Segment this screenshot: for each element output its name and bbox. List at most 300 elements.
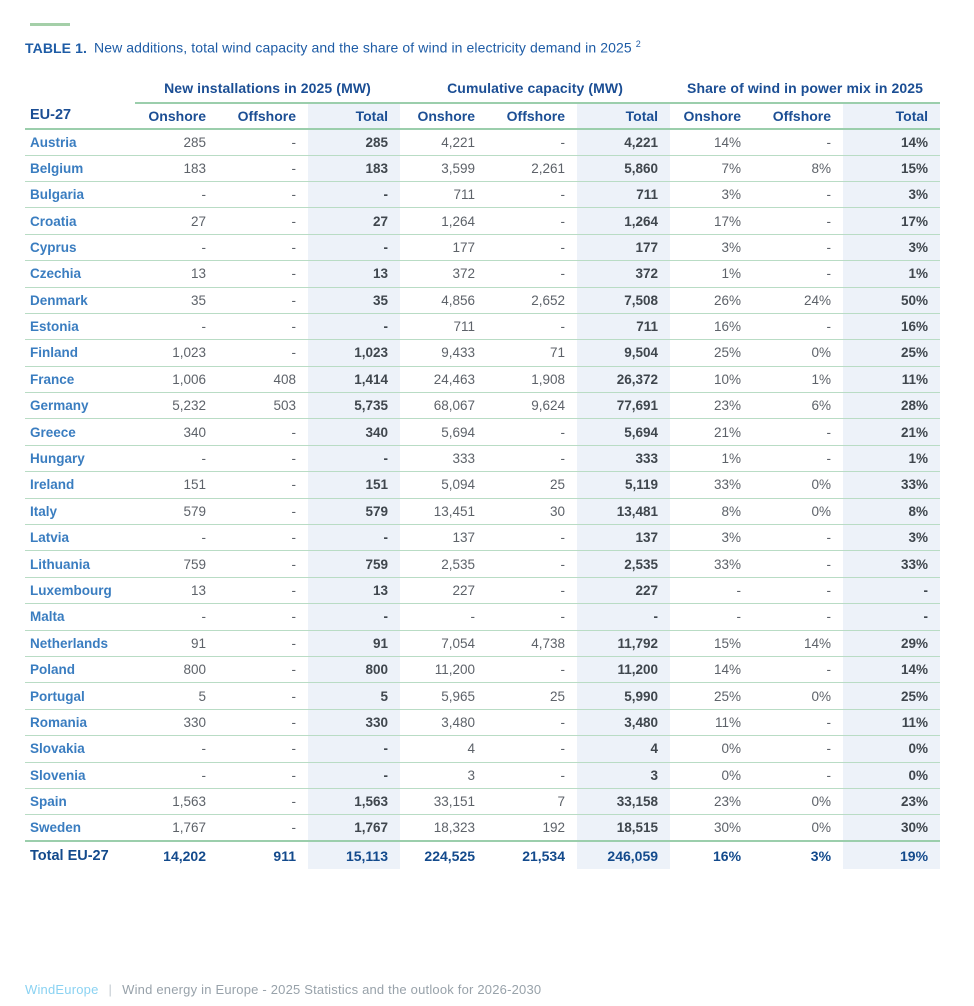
data-cell: 0% xyxy=(753,815,843,841)
data-cell: - xyxy=(753,709,843,735)
data-cell-total: 1% xyxy=(843,261,940,287)
data-cell: - xyxy=(218,445,308,471)
table-row xyxy=(25,525,940,551)
data-cell: 0% xyxy=(753,340,843,366)
data-cell-total: 183 xyxy=(308,155,400,181)
data-cell: - xyxy=(670,604,753,630)
data-cell: - xyxy=(218,181,308,207)
country-label: Ireland xyxy=(25,472,135,498)
data-cell-total: 33% xyxy=(843,551,940,577)
country-label: Spain xyxy=(25,788,135,814)
row-header-eu27: EU-27 xyxy=(25,103,135,129)
data-cell: 408 xyxy=(218,366,308,392)
data-cell: 13,451 xyxy=(400,498,487,524)
data-cell: 35 xyxy=(135,287,218,313)
data-cell: - xyxy=(753,551,843,577)
data-cell-total: 1,264 xyxy=(577,208,670,234)
table-row xyxy=(25,313,940,339)
table-row xyxy=(25,709,940,735)
data-cell: 0% xyxy=(753,788,843,814)
data-cell-total: 285 xyxy=(308,129,400,155)
data-cell: 800 xyxy=(135,656,218,682)
data-cell-total: 759 xyxy=(308,551,400,577)
data-cell: 0% xyxy=(670,762,753,788)
data-cell: 33,151 xyxy=(400,788,487,814)
data-cell-total: 11,200 xyxy=(577,656,670,682)
data-cell-total: 18,515 xyxy=(577,815,670,841)
data-cell: 1,908 xyxy=(487,366,577,392)
data-cell: - xyxy=(753,656,843,682)
data-cell: 7% xyxy=(670,155,753,181)
data-cell: 333 xyxy=(400,445,487,471)
table-row xyxy=(25,366,940,392)
group-header-spacer xyxy=(25,77,135,103)
data-cell: - xyxy=(135,313,218,339)
data-cell: - xyxy=(218,313,308,339)
total-cell: 21,534 xyxy=(487,841,577,869)
data-cell: 3% xyxy=(670,181,753,207)
country-label: Latvia xyxy=(25,525,135,551)
column-header-onshore: Onshore xyxy=(135,103,218,129)
country-label: Austria xyxy=(25,129,135,155)
data-cell: - xyxy=(487,234,577,260)
data-cell: 14% xyxy=(670,656,753,682)
data-cell-total: 5,119 xyxy=(577,472,670,498)
data-cell: 71 xyxy=(487,340,577,366)
data-cell: - xyxy=(218,709,308,735)
data-cell: 151 xyxy=(135,472,218,498)
data-cell: 177 xyxy=(400,234,487,260)
data-cell: - xyxy=(135,762,218,788)
data-cell: 3 xyxy=(400,762,487,788)
footer-separator: | xyxy=(108,982,113,997)
data-cell-total: 21% xyxy=(843,419,940,445)
group-header-cumulative-capacity: Cumulative capacity (MW) xyxy=(400,77,670,103)
table-row xyxy=(25,208,940,234)
data-cell: 340 xyxy=(135,419,218,445)
country-label: Estonia xyxy=(25,313,135,339)
table-row xyxy=(25,604,940,630)
data-cell-total: 77,691 xyxy=(577,393,670,419)
data-cell-total: 13 xyxy=(308,577,400,603)
data-cell: - xyxy=(218,155,308,181)
data-cell-total: 227 xyxy=(577,577,670,603)
data-cell: 13 xyxy=(135,577,218,603)
data-cell-total: 5,990 xyxy=(577,683,670,709)
table-row xyxy=(25,788,940,814)
data-cell: 711 xyxy=(400,181,487,207)
data-cell: - xyxy=(218,762,308,788)
data-cell: 33% xyxy=(670,472,753,498)
data-cell: 24,463 xyxy=(400,366,487,392)
data-cell: 0% xyxy=(753,472,843,498)
data-cell: - xyxy=(487,313,577,339)
data-cell: - xyxy=(753,181,843,207)
group-header-row xyxy=(25,77,940,103)
data-cell: - xyxy=(218,472,308,498)
data-cell-total: 50% xyxy=(843,287,940,313)
data-cell: 14% xyxy=(670,129,753,155)
data-cell: 1% xyxy=(670,261,753,287)
data-cell-total: 30% xyxy=(843,815,940,841)
data-cell-total: 330 xyxy=(308,709,400,735)
data-cell-total: 0% xyxy=(843,736,940,762)
country-label: Finland xyxy=(25,340,135,366)
data-cell: - xyxy=(135,525,218,551)
data-cell: 7 xyxy=(487,788,577,814)
data-cell-total: - xyxy=(308,313,400,339)
data-cell: 1,264 xyxy=(400,208,487,234)
data-cell: - xyxy=(753,129,843,155)
data-cell: 2,535 xyxy=(400,551,487,577)
data-cell: - xyxy=(218,788,308,814)
data-cell-total: 23% xyxy=(843,788,940,814)
table-row xyxy=(25,287,940,313)
data-cell-total: 11% xyxy=(843,366,940,392)
data-cell: - xyxy=(487,656,577,682)
table-row xyxy=(25,445,940,471)
data-cell: - xyxy=(218,577,308,603)
column-header-onshore: Onshore xyxy=(400,103,487,129)
data-cell-total: 579 xyxy=(308,498,400,524)
data-cell: 1,767 xyxy=(135,815,218,841)
table-row xyxy=(25,551,940,577)
data-cell: 8% xyxy=(670,498,753,524)
data-cell-total: 2,535 xyxy=(577,551,670,577)
data-cell: 4,221 xyxy=(400,129,487,155)
data-cell: - xyxy=(753,261,843,287)
table-row xyxy=(25,261,940,287)
data-cell: 30% xyxy=(670,815,753,841)
data-cell: 30 xyxy=(487,498,577,524)
data-cell: 330 xyxy=(135,709,218,735)
data-cell: 1,023 xyxy=(135,340,218,366)
data-cell: - xyxy=(487,736,577,762)
country-label: Hungary xyxy=(25,445,135,471)
data-cell-total: 3,480 xyxy=(577,709,670,735)
country-label: Belgium xyxy=(25,155,135,181)
data-cell: 3,599 xyxy=(400,155,487,181)
data-cell: 5,694 xyxy=(400,419,487,445)
data-cell: - xyxy=(487,208,577,234)
data-cell: - xyxy=(135,604,218,630)
footer-text: Wind energy in Europe - 2025 Statistics and the outlook for 2026-2030 xyxy=(122,982,542,997)
data-cell: 3% xyxy=(670,234,753,260)
data-cell: 11,200 xyxy=(400,656,487,682)
data-cell-total: 33% xyxy=(843,472,940,498)
data-cell: - xyxy=(487,709,577,735)
data-cell: 4,856 xyxy=(400,287,487,313)
table-body xyxy=(25,129,940,842)
data-cell: 25% xyxy=(670,340,753,366)
data-cell: - xyxy=(218,551,308,577)
data-cell-total: 3% xyxy=(843,525,940,551)
data-cell: 9,624 xyxy=(487,393,577,419)
table-row xyxy=(25,393,940,419)
data-cell: - xyxy=(218,340,308,366)
data-cell: 579 xyxy=(135,498,218,524)
total-cell: 16% xyxy=(670,841,753,869)
data-cell-total: - xyxy=(308,736,400,762)
data-cell: 2,261 xyxy=(487,155,577,181)
data-cell-total: 1% xyxy=(843,445,940,471)
data-cell-total: 3 xyxy=(577,762,670,788)
data-cell-total: 28% xyxy=(843,393,940,419)
column-header-total: Total xyxy=(577,103,670,129)
column-header-row xyxy=(25,103,940,129)
data-cell-total: 800 xyxy=(308,656,400,682)
data-cell: 2,652 xyxy=(487,287,577,313)
data-cell: 1% xyxy=(753,366,843,392)
total-cell: 3% xyxy=(753,841,843,869)
total-cell: 911 xyxy=(218,841,308,869)
data-cell: 27 xyxy=(135,208,218,234)
data-cell-total: 25% xyxy=(843,683,940,709)
column-header-offshore: Offshore xyxy=(218,103,308,129)
data-cell-total: 17% xyxy=(843,208,940,234)
data-cell: - xyxy=(135,736,218,762)
data-cell-total: 340 xyxy=(308,419,400,445)
data-cell: 33% xyxy=(670,551,753,577)
data-cell: 24% xyxy=(753,287,843,313)
data-cell-total: 25% xyxy=(843,340,940,366)
data-cell: 68,067 xyxy=(400,393,487,419)
data-cell: - xyxy=(218,208,308,234)
data-cell-total: 14% xyxy=(843,129,940,155)
data-cell-total: - xyxy=(308,525,400,551)
data-cell-total: - xyxy=(308,181,400,207)
data-cell: 5,965 xyxy=(400,683,487,709)
country-label: Germany xyxy=(25,393,135,419)
country-label: Greece xyxy=(25,419,135,445)
table-row xyxy=(25,656,940,682)
data-cell-total: 5,860 xyxy=(577,155,670,181)
data-cell-total: 9,504 xyxy=(577,340,670,366)
data-cell: - xyxy=(218,498,308,524)
wind-statistics-table xyxy=(25,77,940,870)
data-cell: 3% xyxy=(670,525,753,551)
data-cell: 5 xyxy=(135,683,218,709)
data-cell: - xyxy=(753,234,843,260)
data-cell: - xyxy=(135,234,218,260)
data-cell: 711 xyxy=(400,313,487,339)
data-cell: 1% xyxy=(670,445,753,471)
data-cell-total: 8% xyxy=(843,498,940,524)
data-cell: - xyxy=(487,604,577,630)
table-row xyxy=(25,181,940,207)
data-cell-total: 91 xyxy=(308,630,400,656)
data-cell: 23% xyxy=(670,393,753,419)
total-row-label: Total EU-27 xyxy=(25,841,135,869)
table-footer xyxy=(25,841,940,869)
report-page xyxy=(0,23,974,997)
data-cell: - xyxy=(218,261,308,287)
country-label: Sweden xyxy=(25,815,135,841)
data-cell-total: 1,023 xyxy=(308,340,400,366)
data-cell-total: 16% xyxy=(843,313,940,339)
data-cell-total: 177 xyxy=(577,234,670,260)
data-cell-total: 333 xyxy=(577,445,670,471)
table-row xyxy=(25,577,940,603)
data-cell: 4,738 xyxy=(487,630,577,656)
total-cell: 15,113 xyxy=(308,841,400,869)
column-header-offshore: Offshore xyxy=(753,103,843,129)
data-cell-total: 4 xyxy=(577,736,670,762)
data-cell: - xyxy=(218,683,308,709)
data-cell-total: 1,767 xyxy=(308,815,400,841)
data-cell: 4 xyxy=(400,736,487,762)
data-cell: 21% xyxy=(670,419,753,445)
table-row xyxy=(25,419,940,445)
data-cell-total: 11,792 xyxy=(577,630,670,656)
data-cell: 372 xyxy=(400,261,487,287)
data-cell-total: - xyxy=(843,577,940,603)
data-cell: 25% xyxy=(670,683,753,709)
data-cell: - xyxy=(218,419,308,445)
data-cell: 26% xyxy=(670,287,753,313)
data-cell: - xyxy=(753,313,843,339)
data-cell-total: 33,158 xyxy=(577,788,670,814)
data-cell: 8% xyxy=(753,155,843,181)
data-cell-total: - xyxy=(308,445,400,471)
data-cell: 227 xyxy=(400,577,487,603)
data-cell-total: 137 xyxy=(577,525,670,551)
data-cell-total: 7,508 xyxy=(577,287,670,313)
data-cell: - xyxy=(487,551,577,577)
data-cell: - xyxy=(135,445,218,471)
data-cell: - xyxy=(487,419,577,445)
data-cell: - xyxy=(487,525,577,551)
data-cell-total: 26,372 xyxy=(577,366,670,392)
data-cell: - xyxy=(218,815,308,841)
column-header-total: Total xyxy=(843,103,940,129)
data-cell: 1,563 xyxy=(135,788,218,814)
country-label: Portugal xyxy=(25,683,135,709)
country-label: Lithuania xyxy=(25,551,135,577)
data-cell-total: 4,221 xyxy=(577,129,670,155)
data-cell: - xyxy=(218,656,308,682)
table-row xyxy=(25,630,940,656)
country-label: Malta xyxy=(25,604,135,630)
column-header-offshore: Offshore xyxy=(487,103,577,129)
data-cell: 137 xyxy=(400,525,487,551)
country-label: Czechia xyxy=(25,261,135,287)
data-cell: 6% xyxy=(753,393,843,419)
data-cell: - xyxy=(135,181,218,207)
table-row xyxy=(25,234,940,260)
table-title-text: New additions, total wind capacity and the share of wind in electricity demand in 2025 xyxy=(94,39,632,56)
total-cell: 224,525 xyxy=(400,841,487,869)
column-header-onshore: Onshore xyxy=(670,103,753,129)
data-cell: 91 xyxy=(135,630,218,656)
data-cell: 17% xyxy=(670,208,753,234)
data-cell: - xyxy=(218,525,308,551)
table-row xyxy=(25,762,940,788)
data-cell-total: - xyxy=(308,234,400,260)
data-cell: 16% xyxy=(670,313,753,339)
table-title-label: TABLE 1. xyxy=(25,39,87,56)
data-cell: - xyxy=(670,577,753,603)
data-cell: 14% xyxy=(753,630,843,656)
group-header-share-power-mix: Share of wind in power mix in 2025 xyxy=(670,77,940,103)
table-row xyxy=(25,815,940,841)
data-cell: - xyxy=(218,604,308,630)
data-cell: - xyxy=(753,604,843,630)
data-cell: 25 xyxy=(487,683,577,709)
data-cell: 9,433 xyxy=(400,340,487,366)
data-cell-total: 3% xyxy=(843,181,940,207)
data-cell: - xyxy=(753,762,843,788)
country-label: Slovakia xyxy=(25,736,135,762)
country-label: Denmark xyxy=(25,287,135,313)
data-cell: - xyxy=(487,762,577,788)
total-cell: 19% xyxy=(843,841,940,869)
data-cell-total: 372 xyxy=(577,261,670,287)
accent-dash xyxy=(30,23,70,26)
data-cell-total: 151 xyxy=(308,472,400,498)
table-row xyxy=(25,472,940,498)
data-cell: 0% xyxy=(670,736,753,762)
data-cell-total: - xyxy=(308,604,400,630)
country-label: Poland xyxy=(25,656,135,682)
data-cell-total: 35 xyxy=(308,287,400,313)
country-label: Netherlands xyxy=(25,630,135,656)
data-cell: - xyxy=(487,261,577,287)
data-cell-total: 11% xyxy=(843,709,940,735)
data-cell: - xyxy=(487,181,577,207)
data-cell-total: 5,735 xyxy=(308,393,400,419)
data-cell-total: 711 xyxy=(577,181,670,207)
brand-name: WindEurope xyxy=(25,982,99,997)
data-cell-total: 15% xyxy=(843,155,940,181)
country-label: Slovenia xyxy=(25,762,135,788)
data-cell: - xyxy=(753,736,843,762)
data-cell: 503 xyxy=(218,393,308,419)
data-cell: - xyxy=(218,234,308,260)
data-cell: 285 xyxy=(135,129,218,155)
data-cell: - xyxy=(218,287,308,313)
data-cell: - xyxy=(218,129,308,155)
data-cell-total: - xyxy=(577,604,670,630)
total-cell: 14,202 xyxy=(135,841,218,869)
table-row xyxy=(25,498,940,524)
data-cell: 10% xyxy=(670,366,753,392)
footnote-reference: 2 xyxy=(635,39,641,49)
data-cell: 5,094 xyxy=(400,472,487,498)
data-cell: 18,323 xyxy=(400,815,487,841)
country-label: Cyprus xyxy=(25,234,135,260)
data-cell: - xyxy=(753,208,843,234)
data-cell-total: 14% xyxy=(843,656,940,682)
total-row xyxy=(25,841,940,869)
data-cell: - xyxy=(218,630,308,656)
data-cell-total: 1,414 xyxy=(308,366,400,392)
data-cell-total: - xyxy=(843,604,940,630)
data-cell-total: 13,481 xyxy=(577,498,670,524)
data-cell-total: 5 xyxy=(308,683,400,709)
data-cell: - xyxy=(218,736,308,762)
data-cell: 13 xyxy=(135,261,218,287)
data-cell: 23% xyxy=(670,788,753,814)
data-cell: 7,054 xyxy=(400,630,487,656)
data-cell: 3,480 xyxy=(400,709,487,735)
data-cell: - xyxy=(487,129,577,155)
data-cell-total: - xyxy=(308,762,400,788)
data-cell: 192 xyxy=(487,815,577,841)
country-label: Romania xyxy=(25,709,135,735)
data-cell: 759 xyxy=(135,551,218,577)
total-cell: 246,059 xyxy=(577,841,670,869)
